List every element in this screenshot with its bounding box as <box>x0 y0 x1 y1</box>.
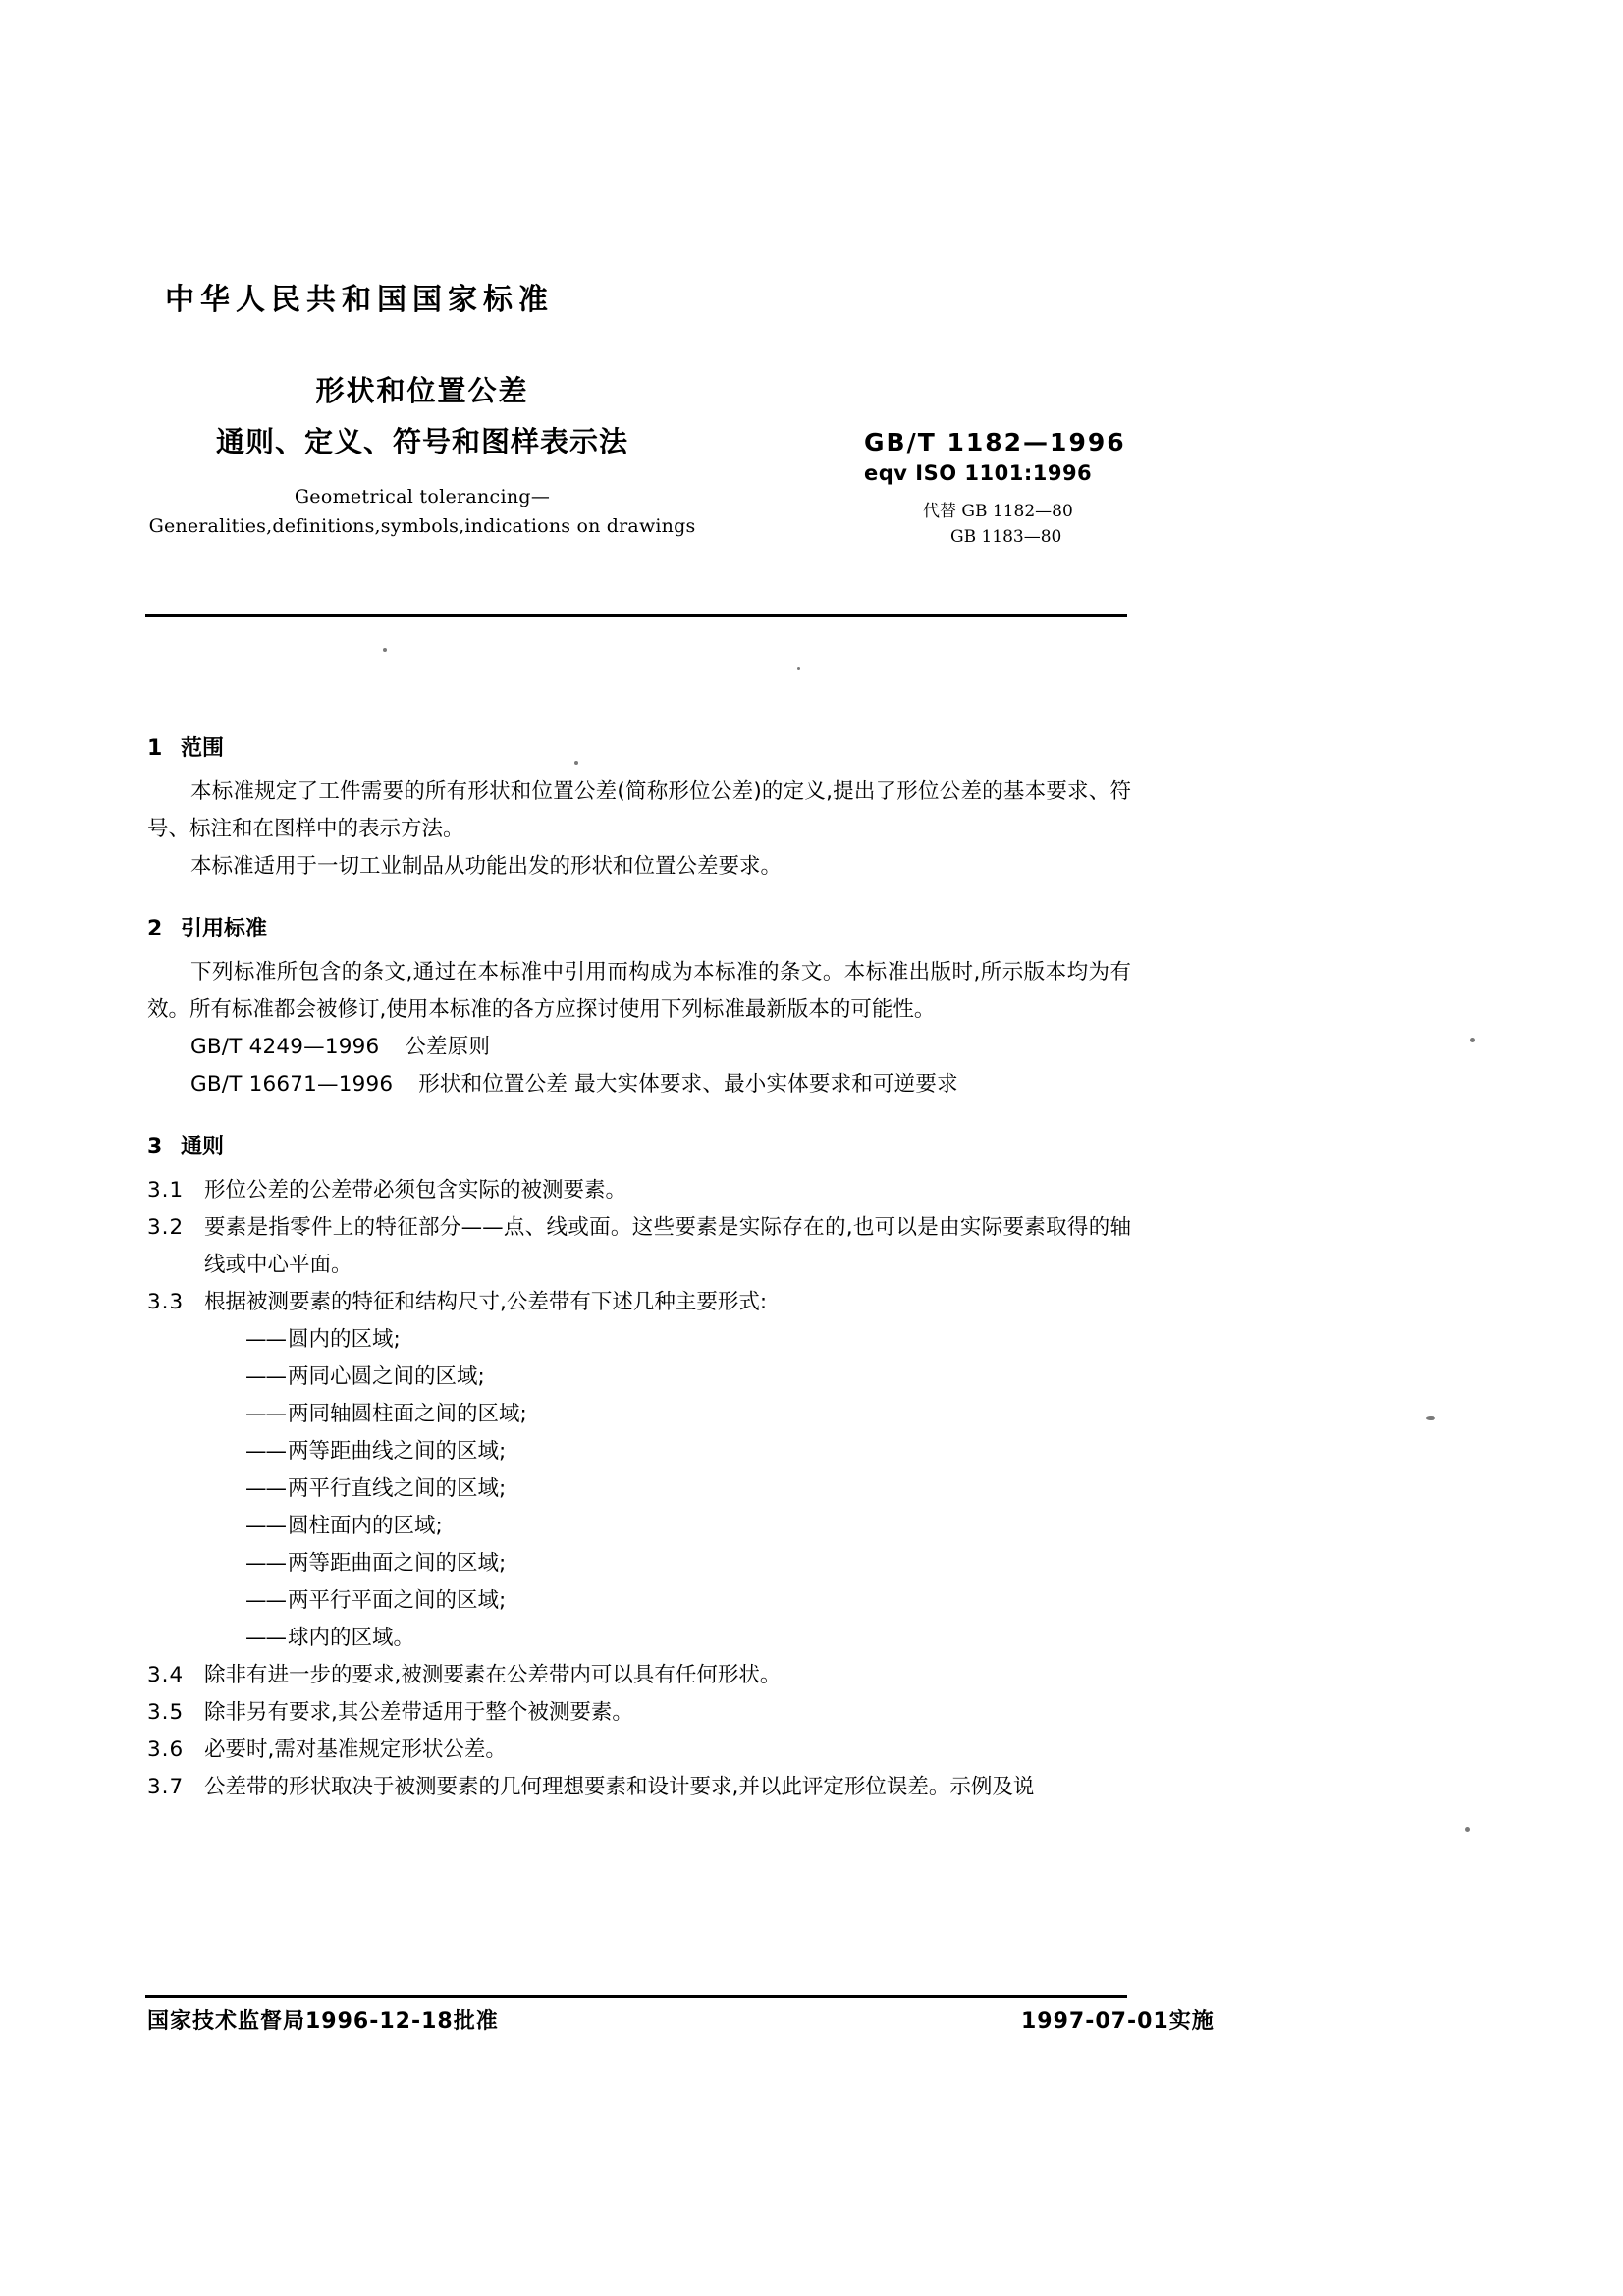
footer-effective-date: 1997-07-01实施 <box>1021 2009 1215 2034</box>
list-item: ——两等距曲面之间的区域; <box>245 1551 507 1575</box>
clause-number: 3.1 <box>147 1178 185 1202</box>
section-2-paragraph-1: 下列标准所包含的条文,通过在本标准中引用而构成为本标准的条文。本标准出版时,所示版本均为有效。所有标准都会被修订,使用本标准的各方应探讨使用下列标准最新版本的可能性。 <box>147 960 1131 1022</box>
section-heading-2 <box>147 911 1131 948</box>
document-body <box>147 705 1131 1806</box>
list-item: ——两同心圆之间的区域; <box>245 1364 485 1389</box>
list-item-label: 球内的区域。 <box>288 1626 415 1650</box>
clause-text: 除非另有要求,其公差带适用于整个被测要素。 <box>204 1700 633 1725</box>
clause-number: 3.4 <box>147 1663 185 1687</box>
scan-speck <box>1426 1416 1435 1420</box>
clause-3-6 <box>147 1732 1131 1769</box>
replaces-block <box>923 499 1073 550</box>
list-item-label: 两等距曲线之间的区域; <box>288 1439 507 1464</box>
clause-3-5 <box>147 1694 1131 1732</box>
reference-item <box>147 1066 1131 1103</box>
scan-speck <box>383 648 387 652</box>
clause-number: 3.5 <box>147 1700 185 1725</box>
reference-name: 公差原则 <box>405 1035 491 1059</box>
clause-text: 根据被测要素的特征和结构尺寸,公差带有下述几种主要形式: <box>204 1290 768 1314</box>
clause-number: 3.7 <box>147 1775 185 1799</box>
list-item-label: 两平行直线之间的区域; <box>288 1476 507 1501</box>
section-heading-1 <box>147 730 1131 768</box>
page-title-en-line2: Generalities,definitions,symbols,indications on drawings <box>148 515 696 537</box>
footer-divider <box>145 1995 1127 1998</box>
clause-3-4 <box>147 1657 1131 1694</box>
clause-3-2 <box>147 1209 1131 1284</box>
title-block <box>118 368 727 537</box>
scan-speck <box>797 667 800 670</box>
list-item-label: 圆内的区域; <box>288 1327 401 1352</box>
reference-code: GB/T 4249—1996 <box>190 1035 380 1059</box>
section-number-3: 3 <box>147 1135 163 1159</box>
list-item-label: 两平行平面之间的区域; <box>288 1588 507 1613</box>
clause-number: 3.3 <box>147 1290 185 1314</box>
national-standard-label: 中华人民共和国国家标准 <box>165 283 554 317</box>
clause-3-1 <box>147 1172 1131 1209</box>
standard-code-block <box>864 428 1188 485</box>
scan-speck <box>1470 1038 1475 1042</box>
section-number-2: 2 <box>147 917 163 941</box>
section-title-3: 通则 <box>181 1135 225 1159</box>
reference-name: 形状和位置公差 最大实体要求、最小实体要求和可逆要求 <box>418 1072 958 1096</box>
clause-text: 要素是指零件上的特征部分——点、线或面。这些要素是实际存在的,也可以是由实际要素取得的轴线或中心平面。 <box>204 1215 1131 1277</box>
section-title-2: 引用标准 <box>181 917 268 941</box>
clause-number: 3.2 <box>147 1215 185 1240</box>
section-number-1: 1 <box>147 736 163 761</box>
clause-text: 公差带的形状取决于被测要素的几何理想要素和设计要求,并以此评定形位误差。示例及说 <box>204 1775 1035 1799</box>
list-item: ——圆柱面内的区域; <box>245 1514 443 1538</box>
page-title-line1: 形状和位置公差 <box>315 374 529 407</box>
standard-equivalent: eqv ISO 1101:1996 <box>864 461 1093 485</box>
section-heading-3 <box>147 1129 1131 1166</box>
standard-code: GB/T 1182—1996 <box>864 428 1126 456</box>
clause-text: 除非有进一步的要求,被测要素在公差带内可以具有任何形状。 <box>204 1663 782 1687</box>
section-1-paragraph-1: 本标准规定了工件需要的所有形状和位置公差(简称形位公差)的定义,提出了形位公差的基本要求、符号、标注和在图样中的表示方法。 <box>147 779 1131 841</box>
list-item: ——两平行直线之间的区域; <box>245 1476 507 1501</box>
page-title-en-line1: Geometrical tolerancing— <box>294 486 551 507</box>
section-1-paragraph-2: 本标准适用于一切工业制品从功能出发的形状和位置公差要求。 <box>190 854 783 879</box>
list-item: ——两同轴圆柱面之间的区域; <box>245 1402 527 1426</box>
clause-number: 3.6 <box>147 1737 185 1762</box>
list-item: ——球内的区域。 <box>245 1626 415 1650</box>
list-item: ——两等距曲线之间的区域; <box>245 1439 507 1464</box>
clause-3-3 <box>147 1284 1131 1321</box>
reference-item <box>147 1029 1131 1066</box>
footer-approval: 国家技术监督局1996-12-18批准 <box>147 2009 499 2034</box>
list-item-label: 两同心圆之间的区域; <box>288 1364 485 1389</box>
list-item: ——圆内的区域; <box>245 1327 401 1352</box>
header-divider <box>145 614 1127 617</box>
list-item-label: 两等距曲面之间的区域; <box>288 1551 507 1575</box>
list-item-label: 圆柱面内的区域; <box>288 1514 443 1538</box>
reference-code: GB/T 16671—1996 <box>190 1072 394 1096</box>
clause-text: 必要时,需对基准规定形状公差。 <box>204 1737 507 1762</box>
replaces-line-1: 代替 GB 1182—80 <box>923 502 1073 521</box>
section-title-1: 范围 <box>181 736 225 761</box>
clause-3-7 <box>147 1769 1131 1806</box>
scan-speck <box>1465 1827 1470 1832</box>
clause-text: 形位公差的公差带必须包含实际的被测要素。 <box>204 1178 627 1202</box>
list-item: ——两平行平面之间的区域; <box>245 1588 507 1613</box>
replaces-line-2: GB 1183—80 <box>950 527 1062 547</box>
list-item-label: 两同轴圆柱面之间的区域; <box>288 1402 527 1426</box>
page-title-line2: 通则、定义、符号和图样表示法 <box>215 425 628 458</box>
